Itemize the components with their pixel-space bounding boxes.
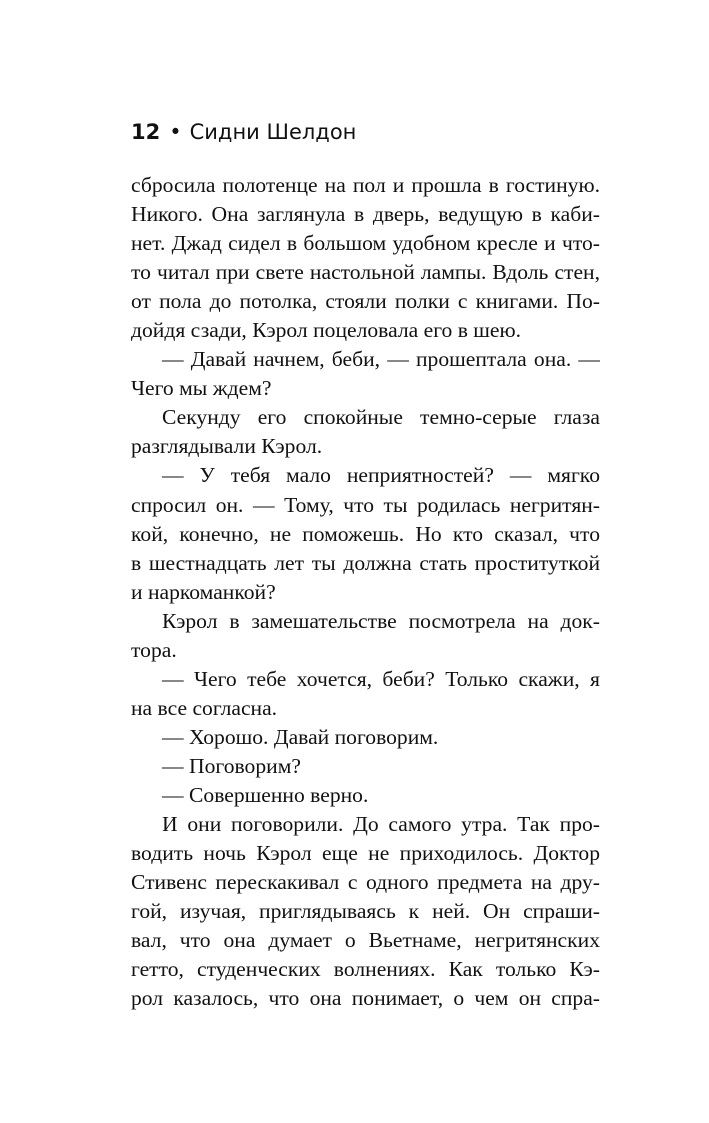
text-line: водить ночь Кэрол еще не приходилось. Доктор	[131, 841, 600, 866]
text-line: гой, изучая, приглядываясь к ней. Он спраши-	[131, 899, 600, 924]
text-line: то читал при свете настольной лампы. Вдоль стен,	[131, 260, 600, 285]
text-line: на все согласна.	[131, 695, 278, 720]
separator-bullet: •	[169, 120, 182, 144]
text-line: дойдя сзади, Кэрол поцеловала его в шею.	[131, 318, 522, 343]
text-line: от пола до потолка, стояли полки с книгами. По-	[131, 289, 600, 314]
text-line: — Хорошо. Давай поговорим.	[162, 724, 439, 749]
text-line: сбросила полотенце на пол и прошла в гостиную.	[131, 173, 600, 197]
text-line: кой, конечно, не поможешь. Но кто сказал, что	[131, 521, 600, 546]
text-line: — Чего тебе хочется, беби? Только скажи, я	[162, 666, 600, 691]
text-line: И они поговорили. До самого утра. Так про-	[162, 812, 600, 837]
text-line: тора.	[131, 637, 177, 662]
text-line: — Совершенно верно.	[162, 782, 369, 807]
text-line: Секунду его спокойные темно-серые глаза	[162, 405, 600, 430]
text-line: в шестнадцать лет ты должна стать проституткой	[131, 550, 600, 575]
text-line: рол казалось, что она понимает, о чем он спра-	[131, 986, 600, 1011]
body-text	[131, 171, 600, 1013]
text-line: — Поговорим?	[162, 753, 301, 778]
text-line: Стивенс перескакивал с одного предмета на дру-	[131, 870, 600, 895]
page-number: 12	[131, 120, 161, 144]
text-line: Кэрол в замешательстве посмотрела на док-	[162, 608, 600, 633]
text-line: Чего мы ждем?	[131, 376, 272, 401]
text-line: вал, что она думает о Вьетнаме, негритянских	[131, 928, 600, 953]
text-line: нет. Джад сидел в большом удобном кресле и что-	[131, 231, 600, 256]
running-head	[131, 118, 356, 146]
text-line: — Давай начнем, беби, — прошептала она. —	[162, 347, 600, 372]
text-line: спросил он. — Тому, что ты родилась негритян-	[131, 492, 600, 517]
text-line: Никого. Она заглянула в дверь, ведущую в каби-	[131, 202, 600, 227]
text-line: гетто, студенческих волнениях. Как только Кэ-	[131, 957, 600, 982]
text-line: — У тебя мало неприятностей? — мягко	[162, 463, 600, 488]
text-line: разглядывали Кэрол.	[131, 434, 323, 459]
author-name: Сидни Шелдон	[189, 120, 357, 144]
text-line: и наркоманкой?	[131, 579, 276, 604]
